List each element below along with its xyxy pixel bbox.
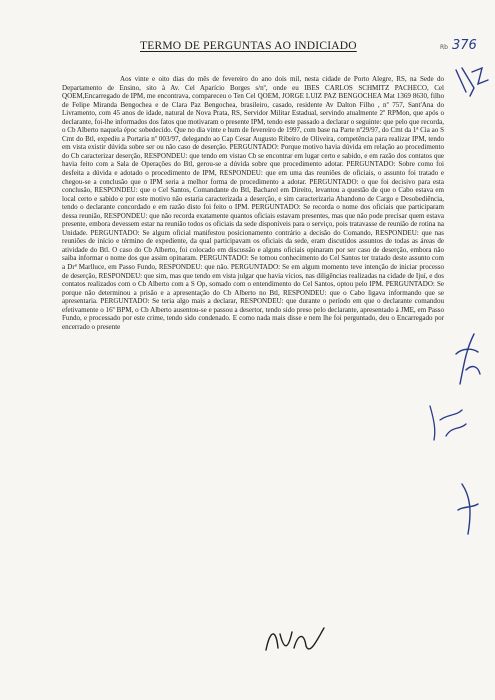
deposition-body-text: Aos vinte e oito dias do mês de fevereiro do ano dois mil, nesta cidade de Porto Alegre, RS, na Sede do Departamento de Ensino, sito à Av. Cel Aparício Borges s/nº, onde eu IBES CARLOS SCHMITZ PACHECO, Cel QOEM,Encarregado de IPM, me encontrava, compareceu o Ten Cel QOEM, JORGE LUIZ PAZ BENGOCHEA Mat 1369 8630, filho de Felipe Miranda Bengochea e de Clara Paz Bengochea, brasileiro, casado, residente Av Dalton Filho , nº 757, Sant'Ana do Livramento, com 45 anos de idade, natural de Nova Prata, RS, Servidor Militar Estadual, servindo atualmente 2º RPMon, que após o declarante, foi-lhe informados dos fatos que motivaram o presente IPM, tendo este passado a declarar o seguinte: que pelo que recorda, o Cb Alberto naquela époc sobedecido. Que no dia vinte e hum de fevereiro de 1997, com base na Parte nº29/97, do Cmt da 1ª Cia ao S Cmt do Btl, expediu a Portaria nº 003/97, delegando ao Cap Cesar Augusto Ribeiro de Oliveira, competência para realizar IPM, tendo em vista existir dúvida sobre ser ou não caso de deserção. PERGUNTADO: Porque motivo havia dúvida em relação ao procedimento do Cb caracterizar deserção, RESPONDEU: que tendo em vistao Cb se encontrar em lugar certo e sabido, e em razão dos contatos que havia feito com a Sala de Operações do Btl, gerou-se a dúvida sobre que procedimento adotar. PERGUNTADO: Sobre como foi desfeita a dúvida e adotado o procedimento de IPM, RESPONDEU: que em uma das reuniões de oficiais, o assunto foi tratado e chegou-se a conclusão que o IPM seria a melhor forma de procedimento a adotar. PERGUNTADO: o que foi decisivo para esta conclusão, RESPONDEU: que o Cel Santos, Comandante do Btl, Bacharel em Direito, levantou a questão de que o Cabo estava em local certo e sabido e por este motivo não estaria caracterizada a deserção, e sim caracterizaria Abandono de Cargo e Desobediência, tendo o declarante concordado e em razão disto foi feito o IPM. PERGUNTADO: Se recorda o nome dos oficiais que participaram dessa reunião, RESPONDEU: que não recorda exatamente quantos oficiais estavam presentes, mas que não pode precisar quem estava presente, embora devessem estar na reunião todos os oficiais da sede disponíveis para o serviço, pois tratavasse de reunião de rotina na Unidade. PERGUNTADO: Se algum oficial manifestou posicionamento contrário a decisão do Comando, RESPONDEU: que nas reuniões de início e término de expediente, da qual participavam os oficiais da sede, eram discutidos assuntos de todas as áreas de atividade do Btl. O caso do Cb Alberto, foi colocado em discussão e alguns oficiais opinaram por ser caso de deserção, embora não saiba informar o nome dos que assim opinaram. PERGUNTADO: Se tomou conhecimento do Cel Santos ter tratado deste assunto com a Drª Marlluce, em Passo Fundo, RESPONDEU: que não. PERGUNTADO: Se em algum momento teve intenção de iniciar processo de deserção, RESPONDEU: que sim, mas que tendo em vista julgar que havia vícios, nas diligências realizadas na cidade de Ijuí, e dos contatos realizados com o Cb Alberto com a S Op, somado com o entendimento do Cel Santos, optou pelo IPM. PERGUNTADO: Se porque não determinou a prisão e a apresentação do Cb Alberto no Btl, RESPONDEU: que o Cabo ligava informando que se apresentaria. PERGUNTADO: Se teria algo mais a declarar, RESPONDEU: que durante o período em que o declarante comandou efetivamente o 16º BPM, o Cb Alberto ausentou-se e passou a desertor, tendo sido preso pelo declarante, apresentado à JME, em Passo Fundo, e processado por este crime, tendo sido condenado. E como nada mais disse e nem lhe foi perguntado, deu o Encarregado por encerrado o presente: [62, 75, 444, 331]
bottom-signature: [262, 620, 332, 660]
top-right-initials-signature: [452, 62, 492, 102]
margin-initials-signature-2: [426, 400, 472, 446]
margin-initials-signature-3: [452, 480, 482, 540]
margin-initials-signature-1: [446, 330, 486, 390]
folio-label: Rb: [440, 44, 448, 51]
page-number-stamp: 376: [452, 38, 477, 53]
document-title: TERMO DE PERGUNTAS AO INDICIADO: [140, 40, 357, 52]
